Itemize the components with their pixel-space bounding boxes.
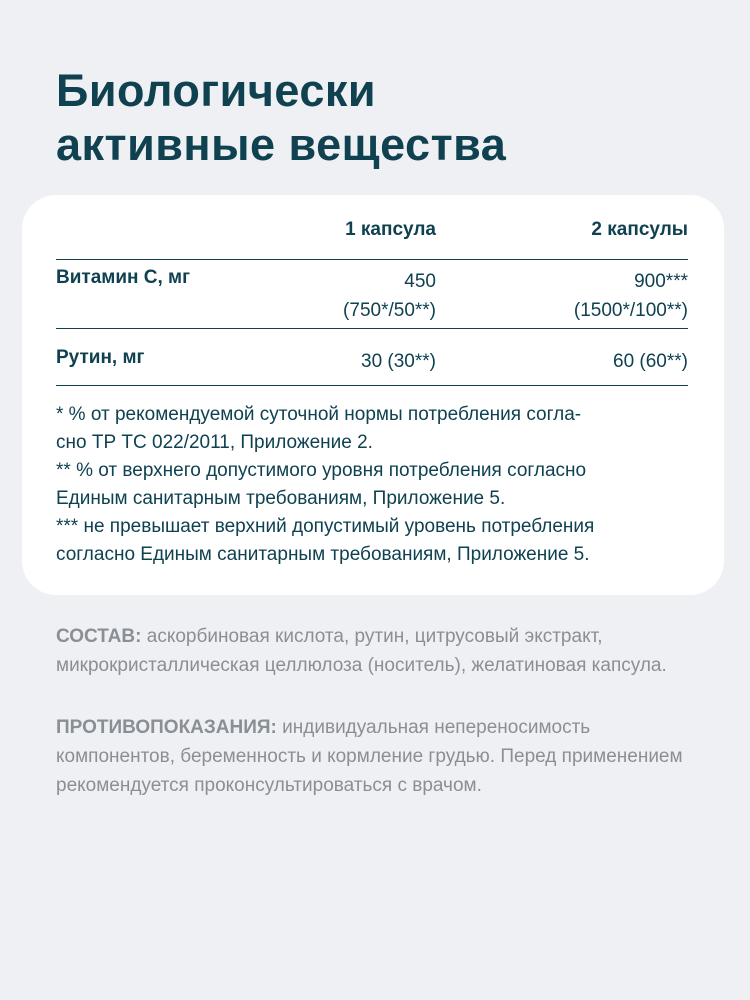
header-2-capsules: 2 капсулы	[591, 219, 688, 240]
value-line: 450	[404, 271, 436, 292]
footnote-line: согласно Единым санитарным требованиям, Приложение 5.	[56, 544, 590, 565]
row-value-2	[613, 347, 688, 376]
row-name: Рутин, мг	[56, 347, 145, 368]
nutrients-card	[22, 195, 724, 595]
table-row	[56, 263, 688, 329]
footnote-line: Единым санитарным требованиям, Приложение 5.	[56, 488, 506, 509]
row-value-1	[361, 347, 436, 376]
value-line: 900***	[634, 271, 688, 292]
composition-label: СОСТАВ:	[56, 626, 142, 647]
contraindications-text: индивидуальная непереносимость компонентов, беременность и кормление грудью. Перед применением рекомендуется проконсультироваться с врачом.	[56, 717, 683, 796]
footnotes	[56, 401, 696, 569]
value-line: 30 (30**)	[361, 351, 436, 372]
footnote-line: * % от рекомендуемой суточной нормы потребления согла-	[56, 404, 582, 425]
contraindications-section	[56, 713, 706, 800]
footnote-line: сно ТР ТС 022/2011, Приложение 2.	[56, 432, 373, 453]
value-line: 60 (60**)	[613, 351, 688, 372]
title-line-2: активные вещества	[56, 119, 507, 170]
header-1-capsule: 1 капсула	[345, 219, 436, 240]
row-value-1	[343, 267, 436, 325]
footnote-line: *** не превышает верхний допустимый уровень потребления	[56, 516, 595, 537]
composition-text: аскорбиновая кислота, рутин, цитрусовый экстракт, микрокристаллическая целлюлоза (носитель), желатиновая капсула.	[56, 626, 667, 676]
value-line: (750*/50**)	[343, 300, 436, 321]
table-header	[56, 219, 688, 260]
contraindications-label: ПРОТИВОПОКАЗАНИЯ:	[56, 717, 277, 738]
footnote-line: ** % от верхнего допустимого уровня потребления согласно	[56, 460, 587, 481]
title-line-1: Биологически	[56, 65, 377, 116]
table-row	[56, 343, 688, 386]
composition-section	[56, 622, 706, 680]
row-name: Витамин С, мг	[56, 267, 191, 288]
value-line: (1500*/100**)	[573, 300, 688, 321]
page-title	[56, 64, 506, 172]
row-value-2	[574, 267, 688, 325]
